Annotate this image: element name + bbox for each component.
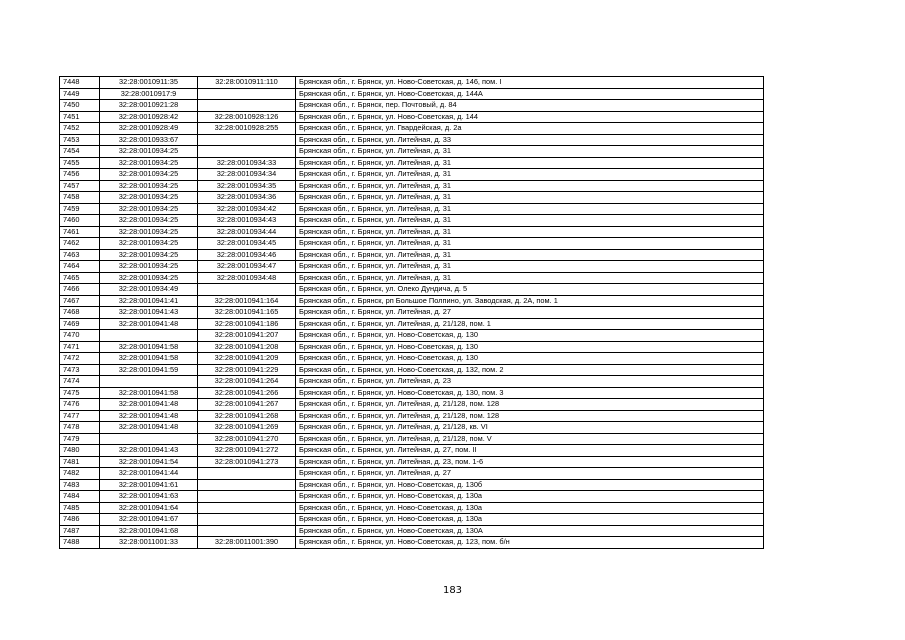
table-row — [60, 445, 764, 457]
object-cadastral-number-cell: 32:28:0010928:255 — [198, 123, 296, 135]
address-cell: Брянская обл., г. Брянск, ул. Ново-Советская, д. 144А — [296, 88, 764, 100]
table-row — [60, 399, 764, 411]
table-row — [60, 353, 764, 365]
object-cadastral-number-cell: 32:28:0010941:164 — [198, 295, 296, 307]
row-number-cell: 7453 — [60, 134, 100, 146]
object-cadastral-number-cell — [198, 502, 296, 514]
land-cadastral-number-cell: 32:28:0010934:25 — [100, 215, 198, 227]
row-number-cell: 7459 — [60, 203, 100, 215]
object-cadastral-number-cell: 32:28:0010941:266 — [198, 387, 296, 399]
address-cell: Брянская обл., г. Брянск, ул. Литейная, д. 21/128, кв. VI — [296, 422, 764, 434]
land-cadastral-number-cell: 32:28:0010934:49 — [100, 284, 198, 296]
land-cadastral-number-cell: 32:28:0010941:43 — [100, 445, 198, 457]
land-cadastral-number-cell: 32:28:0010934:25 — [100, 157, 198, 169]
land-cadastral-number-cell: 32:28:0010934:25 — [100, 272, 198, 284]
address-cell: Брянская обл., г. Брянск, ул. Литейная, д. 31 — [296, 226, 764, 238]
address-cell: Брянская обл., г. Брянск, ул. Литейная, д. 27 — [296, 468, 764, 480]
table-row — [60, 226, 764, 238]
address-cell: Брянская обл., г. Брянск, ул. Литейная, д. 27, пом. II — [296, 445, 764, 457]
table-row — [60, 307, 764, 319]
table-row — [60, 192, 764, 204]
object-cadastral-number-cell: 32:28:0010934:47 — [198, 261, 296, 273]
registry-table — [59, 76, 764, 549]
address-cell: Брянская обл., г. Брянск, ул. Литейная, д. 31 — [296, 146, 764, 158]
row-number-cell: 7448 — [60, 77, 100, 89]
row-number-cell: 7479 — [60, 433, 100, 445]
object-cadastral-number-cell: 32:28:0010934:44 — [198, 226, 296, 238]
land-cadastral-number-cell: 32:28:0010941:48 — [100, 422, 198, 434]
row-number-cell: 7462 — [60, 238, 100, 250]
land-cadastral-number-cell: 32:28:0010921:28 — [100, 100, 198, 112]
object-cadastral-number-cell: 32:28:0010941:273 — [198, 456, 296, 468]
row-number-cell: 7464 — [60, 261, 100, 273]
address-cell: Брянская обл., г. Брянск, ул. Гвардейская, д. 2а — [296, 123, 764, 135]
registry-table-body — [60, 77, 764, 549]
row-number-cell: 7483 — [60, 479, 100, 491]
table-row — [60, 157, 764, 169]
row-number-cell: 7475 — [60, 387, 100, 399]
row-number-cell: 7456 — [60, 169, 100, 181]
row-number-cell: 7466 — [60, 284, 100, 296]
row-number-cell: 7478 — [60, 422, 100, 434]
row-number-cell: 7477 — [60, 410, 100, 422]
address-cell: Брянская обл., г. Брянск, ул. Литейная, д. 21/128, пом. V — [296, 433, 764, 445]
row-number-cell: 7455 — [60, 157, 100, 169]
table-row — [60, 433, 764, 445]
object-cadastral-number-cell — [198, 284, 296, 296]
land-cadastral-number-cell: 32:28:0010917:9 — [100, 88, 198, 100]
address-cell: Брянская обл., г. Брянск, ул. Литейная, д. 31 — [296, 203, 764, 215]
table-row — [60, 295, 764, 307]
row-number-cell: 7473 — [60, 364, 100, 376]
object-cadastral-number-cell: 32:28:0010941:264 — [198, 376, 296, 388]
address-cell: Брянская обл., г. Брянск, ул. Литейная, д. 21/128, пом. 1 — [296, 318, 764, 330]
row-number-cell: 7461 — [60, 226, 100, 238]
land-cadastral-number-cell: 32:28:0010941:43 — [100, 307, 198, 319]
address-cell: Брянская обл., г. Брянск, ул. Ново-Советская, д. 146, пом. I — [296, 77, 764, 89]
land-cadastral-number-cell: 32:28:0010941:63 — [100, 491, 198, 503]
address-cell: Брянская обл., г. Брянск, ул. Литейная, д. 31 — [296, 238, 764, 250]
land-cadastral-number-cell: 32:28:0010934:25 — [100, 261, 198, 273]
row-number-cell: 7486 — [60, 514, 100, 526]
object-cadastral-number-cell: 32:28:0010934:48 — [198, 272, 296, 284]
land-cadastral-number-cell: 32:28:0010934:25 — [100, 238, 198, 250]
address-cell: Брянская обл., г. Брянск, ул. Ново-Советская, д. 130б — [296, 479, 764, 491]
object-cadastral-number-cell — [198, 525, 296, 537]
object-cadastral-number-cell — [198, 491, 296, 503]
land-cadastral-number-cell: 32:28:0010941:48 — [100, 318, 198, 330]
row-number-cell: 7474 — [60, 376, 100, 388]
object-cadastral-number-cell: 32:28:0011001:390 — [198, 537, 296, 549]
land-cadastral-number-cell: 32:28:0010941:54 — [100, 456, 198, 468]
table-row — [60, 410, 764, 422]
table-row — [60, 88, 764, 100]
object-cadastral-number-cell — [198, 479, 296, 491]
row-number-cell: 7482 — [60, 468, 100, 480]
address-cell: Брянская обл., г. Брянск, ул. Литейная, д. 31 — [296, 272, 764, 284]
address-cell: Брянская обл., г. Брянск, ул. Литейная, д. 31 — [296, 169, 764, 181]
table-row — [60, 479, 764, 491]
table-row — [60, 180, 764, 192]
object-cadastral-number-cell: 32:28:0010941:208 — [198, 341, 296, 353]
address-cell: Брянская обл., г. Брянск, ул. Литейная, д. 31 — [296, 192, 764, 204]
row-number-cell: 7457 — [60, 180, 100, 192]
address-cell: Брянская обл., г. Брянск, ул. Литейная, д. 31 — [296, 180, 764, 192]
row-number-cell: 7449 — [60, 88, 100, 100]
object-cadastral-number-cell — [198, 514, 296, 526]
land-cadastral-number-cell — [100, 376, 198, 388]
table-row — [60, 341, 764, 353]
land-cadastral-number-cell — [100, 330, 198, 342]
page-number: 183 — [442, 585, 463, 596]
row-number-cell: 7452 — [60, 123, 100, 135]
land-cadastral-number-cell: 32:28:0010934:25 — [100, 203, 198, 215]
land-cadastral-number-cell: 32:28:0010934:25 — [100, 180, 198, 192]
table-row — [60, 272, 764, 284]
row-number-cell: 7463 — [60, 249, 100, 261]
table-row — [60, 284, 764, 296]
land-cadastral-number-cell: 32:28:0010928:49 — [100, 123, 198, 135]
table-row — [60, 364, 764, 376]
table-row — [60, 123, 764, 135]
address-cell: Брянская обл., г. Брянск, ул. Литейная, д. 31 — [296, 215, 764, 227]
address-cell: Брянская обл., г. Брянск, ул. Ново-Советская, д. 130А — [296, 525, 764, 537]
row-number-cell: 7458 — [60, 192, 100, 204]
table-row — [60, 502, 764, 514]
table-row — [60, 100, 764, 112]
land-cadastral-number-cell: 32:28:0010941:59 — [100, 364, 198, 376]
land-cadastral-number-cell: 32:28:0010933:67 — [100, 134, 198, 146]
address-cell: Брянская обл., г. Брянск, ул. Ново-Советская, д. 130а — [296, 491, 764, 503]
table-row — [60, 215, 764, 227]
table-row — [60, 537, 764, 549]
address-cell: Брянская обл., г. Брянск, ул. Литейная, д. 21/128, пом. 128 — [296, 410, 764, 422]
object-cadastral-number-cell — [198, 146, 296, 158]
row-number-cell: 7487 — [60, 525, 100, 537]
row-number-cell: 7484 — [60, 491, 100, 503]
land-cadastral-number-cell: 32:28:0010941:48 — [100, 410, 198, 422]
row-number-cell: 7485 — [60, 502, 100, 514]
land-cadastral-number-cell: 32:28:0010941:44 — [100, 468, 198, 480]
row-number-cell: 7480 — [60, 445, 100, 457]
table-row — [60, 318, 764, 330]
object-cadastral-number-cell: 32:28:0010941:186 — [198, 318, 296, 330]
row-number-cell: 7451 — [60, 111, 100, 123]
table-row — [60, 249, 764, 261]
object-cadastral-number-cell: 32:28:0010934:43 — [198, 215, 296, 227]
object-cadastral-number-cell — [198, 468, 296, 480]
object-cadastral-number-cell: 32:28:0010941:229 — [198, 364, 296, 376]
address-cell: Брянская обл., г. Брянск, ул. Ново-Советская, д. 130 — [296, 330, 764, 342]
address-cell: Брянская обл., г. Брянск, ул. Литейная, д. 23 — [296, 376, 764, 388]
row-number-cell: 7471 — [60, 341, 100, 353]
land-cadastral-number-cell: 32:28:0010941:64 — [100, 502, 198, 514]
table-row — [60, 456, 764, 468]
table-row — [60, 111, 764, 123]
row-number-cell: 7465 — [60, 272, 100, 284]
address-cell: Брянская обл., г. Брянск, пер. Почтовый, д. 84 — [296, 100, 764, 112]
land-cadastral-number-cell: 32:28:0010941:61 — [100, 479, 198, 491]
address-cell: Брянская обл., г. Брянск, ул. Литейная, д. 33 — [296, 134, 764, 146]
object-cadastral-number-cell: 32:28:0010911:110 — [198, 77, 296, 89]
land-cadastral-number-cell: 32:28:0010934:25 — [100, 249, 198, 261]
table-row — [60, 203, 764, 215]
address-cell: Брянская обл., г. Брянск, ул. Литейная, д. 31 — [296, 249, 764, 261]
table-row — [60, 146, 764, 158]
object-cadastral-number-cell: 32:28:0010934:33 — [198, 157, 296, 169]
address-cell: Брянская обл., г. Брянск, ул. Литейная, д. 23, пом. 1-6 — [296, 456, 764, 468]
row-number-cell: 7450 — [60, 100, 100, 112]
row-number-cell: 7472 — [60, 353, 100, 365]
table-row — [60, 468, 764, 480]
table-row — [60, 77, 764, 89]
object-cadastral-number-cell: 32:28:0010934:36 — [198, 192, 296, 204]
table-row — [60, 525, 764, 537]
row-number-cell: 7469 — [60, 318, 100, 330]
address-cell: Брянская обл., г. Брянск, рп Большое Полпино, ул. Заводская, д. 2А, пом. 1 — [296, 295, 764, 307]
object-cadastral-number-cell: 32:28:0010941:207 — [198, 330, 296, 342]
land-cadastral-number-cell: 32:28:0010941:58 — [100, 387, 198, 399]
land-cadastral-number-cell: 32:28:0010934:25 — [100, 169, 198, 181]
object-cadastral-number-cell — [198, 100, 296, 112]
table-row — [60, 514, 764, 526]
object-cadastral-number-cell: 32:28:0010941:267 — [198, 399, 296, 411]
table-row — [60, 387, 764, 399]
land-cadastral-number-cell: 32:28:0010928:42 — [100, 111, 198, 123]
address-cell: Брянская обл., г. Брянск, ул. Олеко Дундича, д. 5 — [296, 284, 764, 296]
land-cadastral-number-cell: 32:28:0010941:68 — [100, 525, 198, 537]
object-cadastral-number-cell: 32:28:0010941:165 — [198, 307, 296, 319]
address-cell: Брянская обл., г. Брянск, ул. Ново-Советская, д. 144 — [296, 111, 764, 123]
land-cadastral-number-cell: 32:28:0010911:35 — [100, 77, 198, 89]
address-cell: Брянская обл., г. Брянск, ул. Литейная, д. 31 — [296, 261, 764, 273]
address-cell: Брянская обл., г. Брянск, ул. Ново-Советская, д. 132, пом. 2 — [296, 364, 764, 376]
land-cadastral-number-cell: 32:28:0010934:25 — [100, 192, 198, 204]
object-cadastral-number-cell: 32:28:0010941:270 — [198, 433, 296, 445]
address-cell: Брянская обл., г. Брянск, ул. Литейная, д. 27 — [296, 307, 764, 319]
row-number-cell: 7488 — [60, 537, 100, 549]
land-cadastral-number-cell — [100, 433, 198, 445]
object-cadastral-number-cell — [198, 88, 296, 100]
land-cadastral-number-cell: 32:28:0010941:58 — [100, 341, 198, 353]
address-cell: Брянская обл., г. Брянск, ул. Ново-Советская, д. 130 — [296, 353, 764, 365]
object-cadastral-number-cell: 32:28:0010934:34 — [198, 169, 296, 181]
land-cadastral-number-cell: 32:28:0010941:48 — [100, 399, 198, 411]
address-cell: Брянская обл., г. Брянск, ул. Ново-Советская, д. 123, пом. б/н — [296, 537, 764, 549]
land-cadastral-number-cell: 32:28:0010941:67 — [100, 514, 198, 526]
row-number-cell: 7460 — [60, 215, 100, 227]
object-cadastral-number-cell: 32:28:0010934:45 — [198, 238, 296, 250]
object-cadastral-number-cell: 32:28:0010941:272 — [198, 445, 296, 457]
object-cadastral-number-cell — [198, 134, 296, 146]
table-row — [60, 238, 764, 250]
row-number-cell: 7454 — [60, 146, 100, 158]
row-number-cell: 7476 — [60, 399, 100, 411]
address-cell: Брянская обл., г. Брянск, ул. Ново-Советская, д. 130а — [296, 502, 764, 514]
object-cadastral-number-cell: 32:28:0010941:269 — [198, 422, 296, 434]
address-cell: Брянская обл., г. Брянск, ул. Ново-Советская, д. 130, пом. 3 — [296, 387, 764, 399]
table-row — [60, 491, 764, 503]
address-cell: Брянская обл., г. Брянск, ул. Ново-Советская, д. 130а — [296, 514, 764, 526]
row-number-cell: 7468 — [60, 307, 100, 319]
land-cadastral-number-cell: 32:28:0010941:41 — [100, 295, 198, 307]
row-number-cell: 7467 — [60, 295, 100, 307]
object-cadastral-number-cell: 32:28:0010934:42 — [198, 203, 296, 215]
table-row — [60, 330, 764, 342]
land-cadastral-number-cell: 32:28:0010934:25 — [100, 226, 198, 238]
object-cadastral-number-cell: 32:28:0010934:35 — [198, 180, 296, 192]
address-cell: Брянская обл., г. Брянск, ул. Литейная, д. 21/128, пом. 128 — [296, 399, 764, 411]
land-cadastral-number-cell: 32:28:0011001:33 — [100, 537, 198, 549]
land-cadastral-number-cell: 32:28:0010934:25 — [100, 146, 198, 158]
row-number-cell: 7470 — [60, 330, 100, 342]
object-cadastral-number-cell: 32:28:0010941:268 — [198, 410, 296, 422]
table-row — [60, 376, 764, 388]
address-cell: Брянская обл., г. Брянск, ул. Литейная, д. 31 — [296, 157, 764, 169]
object-cadastral-number-cell: 32:28:0010928:126 — [198, 111, 296, 123]
table-row — [60, 422, 764, 434]
table-row — [60, 261, 764, 273]
table-row — [60, 134, 764, 146]
land-cadastral-number-cell: 32:28:0010941:58 — [100, 353, 198, 365]
table-row — [60, 169, 764, 181]
object-cadastral-number-cell: 32:28:0010934:46 — [198, 249, 296, 261]
address-cell: Брянская обл., г. Брянск, ул. Ново-Советская, д. 130 — [296, 341, 764, 353]
object-cadastral-number-cell: 32:28:0010941:209 — [198, 353, 296, 365]
row-number-cell: 7481 — [60, 456, 100, 468]
